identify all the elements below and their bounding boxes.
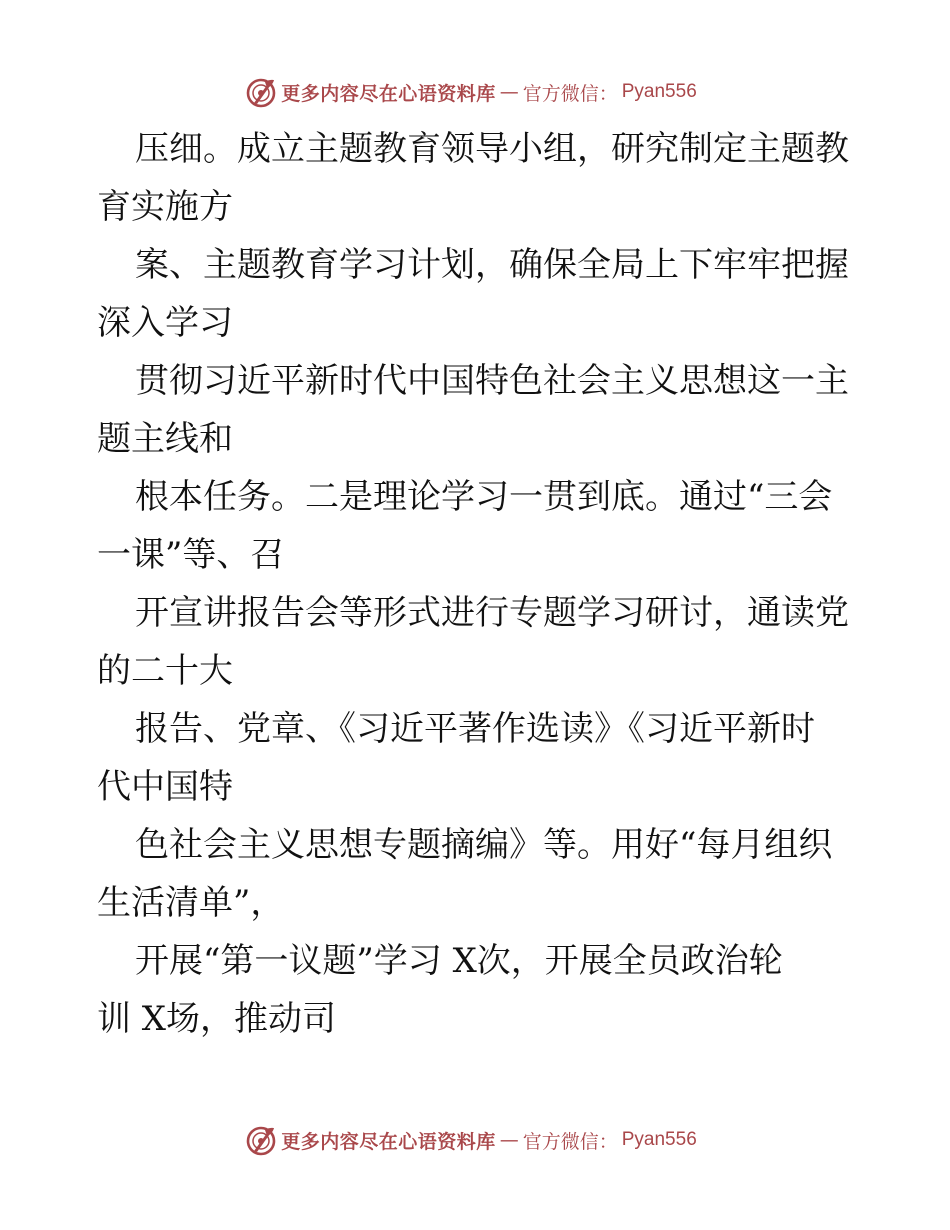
header-site-text: 更多内容尽在心语资料库 bbox=[281, 82, 496, 105]
header-contact-id: Pyan556 bbox=[621, 81, 697, 102]
document-body bbox=[97, 120, 857, 1048]
body-line: 压细。成立主题教育领导小组，研究制定主题教 bbox=[135, 129, 849, 169]
header-banner bbox=[0, 72, 950, 112]
body-line: 贯彻习近平新时代中国特色社会主义思想这一主 bbox=[135, 361, 849, 401]
body-line: 一课”等、召 bbox=[97, 535, 285, 575]
body-line: 开展“第一议题”学习 X次，开展全员政治轮 bbox=[135, 941, 783, 981]
body-line: 题主线和 bbox=[97, 419, 233, 459]
footer-dash: — bbox=[499, 1129, 519, 1151]
body-line: 报告、党章、《习近平著作选读》《习近平新时 bbox=[135, 709, 815, 749]
body-line: 开宣讲报告会等形式进行专题学习研讨，通读党 bbox=[135, 593, 849, 633]
footer-banner bbox=[0, 1120, 950, 1160]
footer-contact-label: 官方微信： bbox=[522, 1130, 618, 1153]
body-line: 案、主题教育学习计划，确保全局上下牢牢把握 bbox=[135, 245, 849, 285]
header-dash: — bbox=[499, 81, 519, 103]
footer-site-text: 更多内容尽在心语资料库 bbox=[281, 1130, 496, 1153]
body-line: 育实施方 bbox=[97, 187, 233, 227]
footer-banner-content bbox=[245, 1124, 697, 1156]
body-line: 根本任务。二是理论学习一贯到底。通过“三会 bbox=[135, 477, 833, 517]
quill-logo-icon bbox=[245, 76, 277, 108]
footer-contact-id: Pyan556 bbox=[621, 1129, 697, 1150]
body-line: 色社会主义思想专题摘编》等。用好“每月组织 bbox=[135, 825, 833, 865]
body-line: 代中国特 bbox=[97, 767, 233, 807]
quill-logo-icon bbox=[245, 1124, 277, 1156]
body-line: 生活清单”， bbox=[97, 883, 285, 923]
body-line: 深入学习 bbox=[97, 303, 233, 343]
header-contact-label: 官方微信： bbox=[522, 82, 618, 105]
header-banner-content bbox=[245, 76, 697, 108]
body-line: 训 X场，推动司 bbox=[97, 999, 337, 1039]
body-line: 的二十大 bbox=[97, 651, 233, 691]
